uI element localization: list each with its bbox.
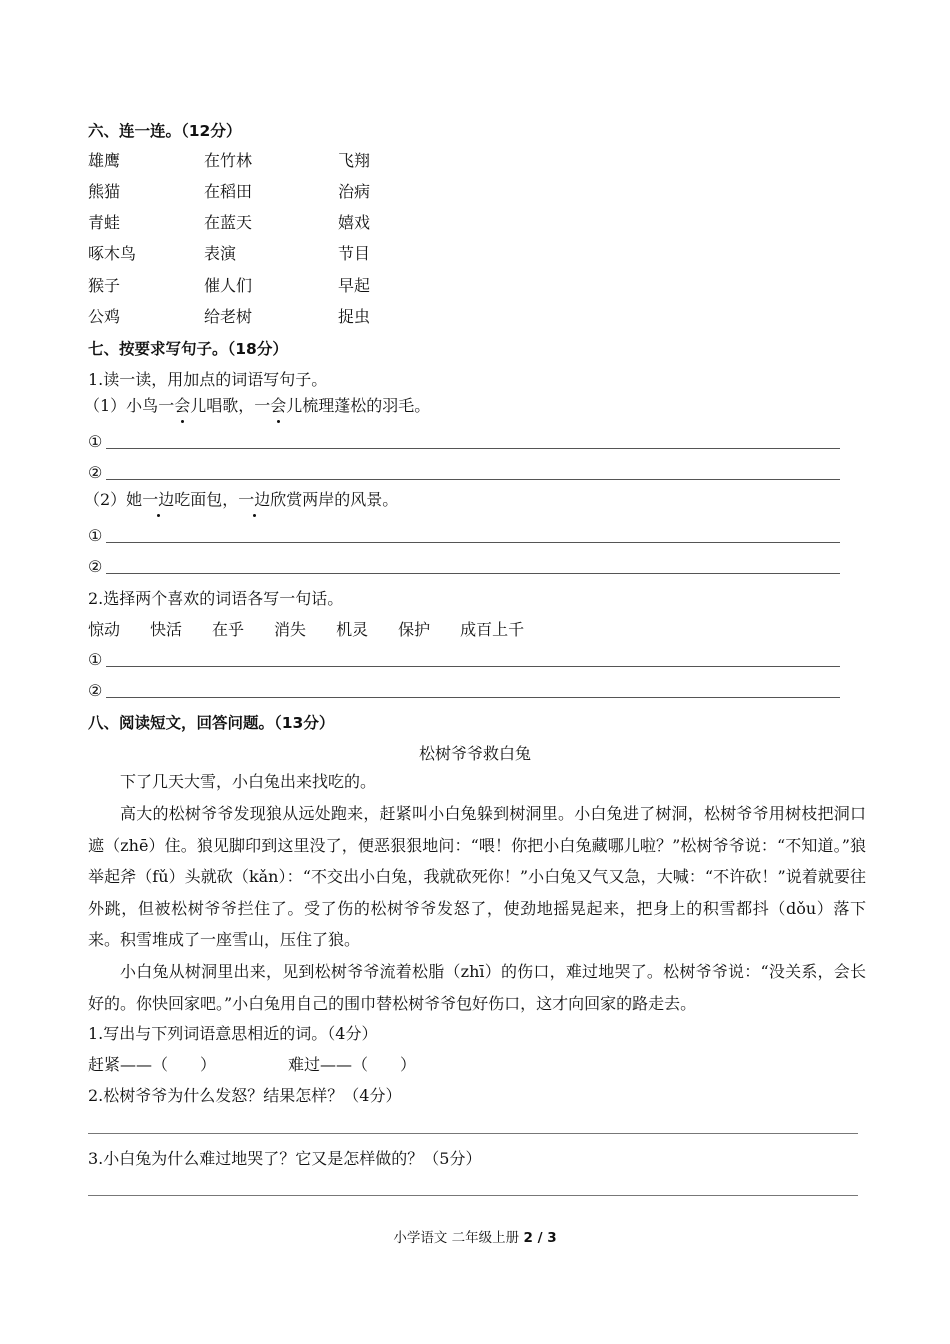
- match-item: 在竹林: [204, 151, 253, 170]
- match-item: 早起: [338, 276, 371, 295]
- answer-line[interactable]: [88, 557, 840, 577]
- answer-line[interactable]: [88, 1195, 858, 1196]
- passage-title: 松树爷爷救白兔: [418, 744, 531, 763]
- sentence-text: （1）小鸟: [84, 396, 159, 415]
- word-bank-item: 在乎: [212, 620, 245, 639]
- match-item: 雄鹰: [88, 151, 121, 170]
- match-item: 啄木鸟: [88, 244, 137, 263]
- section6-heading: 六、连一连。（12分）: [88, 122, 242, 140]
- word-bank-item: 成百上千: [460, 620, 525, 639]
- word-bank-item: 惊动: [88, 620, 121, 639]
- passage-paragraph-2: 高大的松树爷爷发现狼从远处跑来，赶紧叫小白兔躲到树洞里。小白兔进了树洞，松树爷爷用树枝把洞口遮（zhē）住。狼见脚印到这里没了，便恶狠狠地问：“喂！你把小白兔藏哪儿啦？”松树爷爷说：“不知道。”狼举起斧（fǔ）头就砍（kǎn）：“不交出小白兔，我就砍死你！”小白兔又气又急，大喊：“不许砍！”说着就要往外跳，但被松树爷爷拦住了。受了伤的松树爷爷发怒了，使劲地摇晃起来，把身上的积雪都抖（dǒu）落下来。积雪堆成了一座雪山，压住了狼。: [88, 804, 866, 949]
- match-item: 嬉戏: [338, 213, 371, 232]
- word-bank: [88, 620, 554, 640]
- word-bank-item: 消失: [274, 620, 307, 639]
- word-bank-item: 快活: [150, 620, 183, 639]
- synonym-blank-2[interactable]: 难过——（ ）: [288, 1055, 417, 1074]
- sentence-text: 梳理蓬松的羽毛。: [302, 396, 431, 415]
- answer-rule: [106, 697, 840, 698]
- answer-line[interactable]: [88, 526, 840, 546]
- match-item: 猴子: [88, 276, 121, 295]
- reading-question-3: 3.小白兔为什么难过地哭了？它又是怎样做的？（5分）: [88, 1149, 482, 1168]
- answer-line[interactable]: [88, 650, 840, 670]
- sentence-text: （2）她: [84, 490, 143, 509]
- reading-question-1: 1.写出与下列词语意思相近的词。（4分）: [88, 1024, 378, 1043]
- match-item: 节目: [338, 244, 371, 263]
- section7-heading: 七、按要求写句子。（18分）: [88, 340, 288, 358]
- match-item: 催人们: [204, 276, 253, 295]
- dotted-word: 一边: [238, 490, 271, 509]
- sentence-text: 唱歌，: [206, 396, 255, 415]
- circle-one-marker: ①: [88, 432, 103, 451]
- answer-rule: [106, 573, 840, 574]
- section7-question-1: 1.读一读，用加点的词语写句子。: [88, 370, 328, 389]
- circle-two-marker: ②: [88, 463, 103, 482]
- match-item: 给老树: [204, 307, 253, 326]
- word-bank-item: 机灵: [336, 620, 369, 639]
- section7-question-2: 2.选择两个喜欢的词语各写一句话。: [88, 589, 344, 608]
- sentence-text: 欣赏两岸的风景。: [270, 490, 399, 509]
- match-item: 青蛙: [88, 213, 121, 232]
- answer-line[interactable]: [88, 681, 840, 701]
- match-item: 公鸡: [88, 307, 121, 326]
- example-sentence-1: [84, 396, 430, 416]
- page-number: 2 / 3: [523, 1230, 557, 1246]
- answer-line[interactable]: [88, 1133, 858, 1134]
- answer-rule: [106, 448, 840, 449]
- dotted-word: 一会儿: [254, 396, 303, 415]
- sentence-text: 吃面包，: [174, 490, 239, 509]
- answer-rule: [106, 479, 840, 480]
- match-item: 熊猫: [88, 182, 121, 201]
- answer-rule: [106, 542, 840, 543]
- page-footer: [0, 1226, 950, 1246]
- synonym-blank-1[interactable]: 赶紧——（ ）: [88, 1055, 217, 1074]
- reading-question-2: 2.松树爷爷为什么发怒？结果怎样？（4分）: [88, 1086, 402, 1105]
- word-bank-item: 保护: [398, 620, 431, 639]
- circle-two-marker: ②: [88, 557, 103, 576]
- dotted-word: 一边: [142, 490, 175, 509]
- answer-line[interactable]: [88, 463, 840, 483]
- circle-one-marker: ①: [88, 650, 103, 669]
- answer-line[interactable]: [88, 432, 840, 452]
- answer-rule: [106, 666, 840, 667]
- passage-paragraph-1: 下了几天大雪，小白兔出来找吃的。: [120, 772, 377, 791]
- example-sentence-2: [84, 490, 398, 510]
- match-item: 表演: [204, 244, 237, 263]
- match-item: 在蓝天: [204, 213, 253, 232]
- match-item: 在稻田: [204, 182, 253, 201]
- footer-label: 小学语文 二年级上册: [393, 1230, 520, 1246]
- match-item: 捉虫: [338, 307, 371, 326]
- section8-heading: 八、阅读短文，回答问题。（13分）: [88, 714, 335, 732]
- match-item: 治病: [338, 182, 371, 201]
- circle-two-marker: ②: [88, 681, 103, 700]
- circle-one-marker: ①: [88, 526, 103, 545]
- match-item: 飞翔: [338, 151, 371, 170]
- dotted-word: 一会儿: [158, 396, 207, 415]
- passage-paragraph-3: 小白兔从树洞里出来，见到松树爷爷流着松脂（zhī）的伤口，难过地哭了。松树爷爷说：“没关系，会长好的。你快回家吧。”小白兔用自己的围巾替松树爷爷包好伤口，这才向回家的路走去。: [88, 962, 866, 1013]
